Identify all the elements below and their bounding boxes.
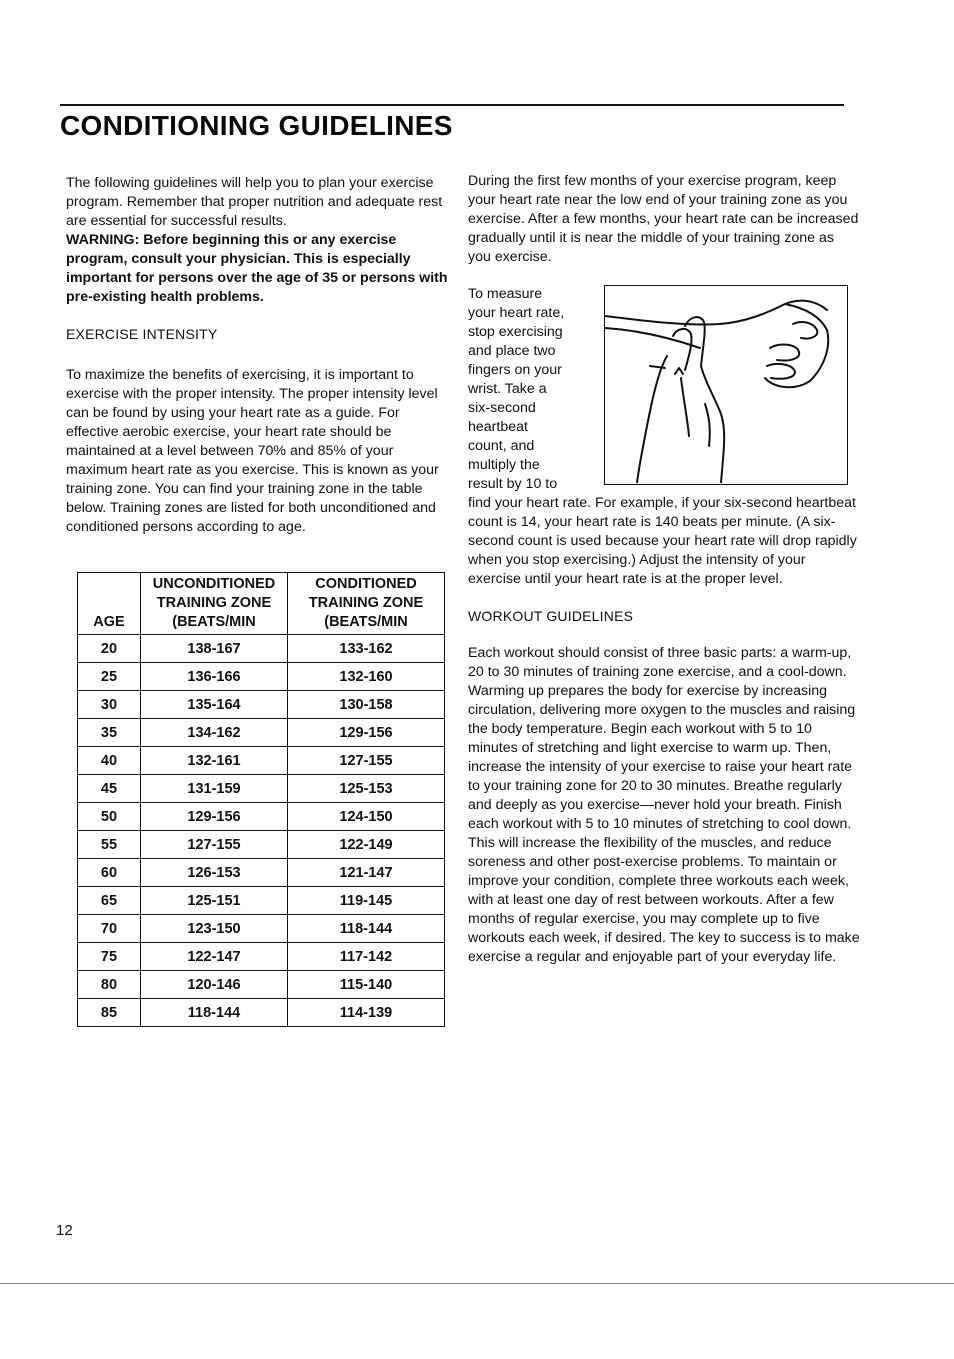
- unconditioned-cell: 127-155: [141, 831, 288, 859]
- measure-heart-rate-paragraph: find your heart rate. For example, if your six-second heartbeat count is 14, your heart rate is 140 beats per minute. (A six-second count is used because your heart rate will drop rapidly when you stop exercising.) Adjust the intensity of your exercise until your heart rate is at the proper level.: [468, 495, 857, 587]
- unconditioned-cell: 122-147: [141, 943, 288, 971]
- age-cell: 45: [78, 775, 141, 803]
- measure-line: To measure: [468, 286, 543, 302]
- table-row: [78, 887, 445, 915]
- warning-paragraph: WARNING: Before beginning this or any exercise program, consult your physician. This is especially important for persons over the age of 35 or persons with pre-existing health problems.: [66, 232, 448, 305]
- unconditioned-cell: 132-161: [141, 747, 288, 775]
- first-months-paragraph: During the first few months of your exercise program, keep your heart rate near the low end of your training zone as you exercise. After a few months, your heart rate can be increased gradually until it is near the middle of your training zone as you exercise.: [468, 173, 859, 265]
- wrist-pulse-illustration: [604, 285, 848, 485]
- measure-line: and place two: [468, 343, 556, 359]
- age-cell: 30: [78, 691, 141, 719]
- unconditioned-cell: 125-151: [141, 887, 288, 915]
- age-cell: 60: [78, 859, 141, 887]
- table-header-row: [78, 573, 445, 635]
- measure-heart-rate-lines: [468, 285, 598, 494]
- measure-line: count, and: [468, 438, 535, 454]
- unconditioned-cell: 129-156: [141, 803, 288, 831]
- table-row: [78, 831, 445, 859]
- exercise-intensity-paragraph: To maximize the benefits of exercising, it is important to exercise with the proper intensity. The proper intensity level can be found by using your heart rate as a guide. For effective aerobic exercise, your heart rate should be maintained at a level between 70% and 85% of your maximum heart rate as you exercise. This is known as your training zone. You can find your training zone in the table below. Training zones are listed for both unconditioned and conditioned persons according to age.: [66, 367, 439, 535]
- conditioned-cell: 114-139: [288, 999, 445, 1027]
- age-cell: 65: [78, 887, 141, 915]
- unconditioned-cell: 138-167: [141, 635, 288, 663]
- measure-line: stop exercising: [468, 324, 563, 340]
- age-cell: 70: [78, 915, 141, 943]
- table-row: [78, 691, 445, 719]
- table-row: [78, 663, 445, 691]
- age-cell: 25: [78, 663, 141, 691]
- unconditioned-header: UNCONDITIONED TRAINING ZONE (BEATS/MIN: [141, 573, 288, 635]
- age-cell: 50: [78, 803, 141, 831]
- table-row: [78, 775, 445, 803]
- age-cell: 20: [78, 635, 141, 663]
- table-row: [78, 719, 445, 747]
- training-zone-table: [77, 572, 445, 1027]
- conditioned-cell: 118-144: [288, 915, 445, 943]
- conditioned-cell: 124-150: [288, 803, 445, 831]
- top-rule: [60, 104, 844, 106]
- workout-guidelines-paragraph: Each workout should consist of three basic parts: a warm-up, 20 to 30 minutes of training zone exercise, and a cool-down. Warming up prepares the body for exercise by increasing circulation, delivering more oxygen to the muscles and raising the body temperature. Begin each workout with 5 to 10 minutes of stretching and light exercise to warm up. Then, increase the intensity of your exercise to raise your heart rate to your training zone for 20 to 30 minutes. Breathe regularly and deeply as you exercise—never hold your breath. Finish each workout with 5 to 10 minutes of stretching to cool down. This will increase the flexibility of the muscles, and reduce soreness and other post-exercise problems. To maintain or improve your condition, complete three workouts each week, with at least one day of rest between workouts. After a few months of regular exercise, you may complete up to five workouts each week, if desired. The key to success is to make exercise a regular and enjoyable part of your everyday life.: [468, 645, 860, 965]
- age-cell: 40: [78, 747, 141, 775]
- conditioned-cell: 130-158: [288, 691, 445, 719]
- conditioned-cell: 121-147: [288, 859, 445, 887]
- measure-line: your heart rate,: [468, 305, 565, 321]
- age-cell: 85: [78, 999, 141, 1027]
- table-row: [78, 971, 445, 999]
- unconditioned-cell: 126-153: [141, 859, 288, 887]
- table-row: [78, 747, 445, 775]
- workout-guidelines-heading: WORKOUT GUIDELINES: [468, 608, 634, 624]
- age-header: AGE: [78, 573, 141, 635]
- age-cell: 55: [78, 831, 141, 859]
- age-cell: 75: [78, 943, 141, 971]
- table-row: [78, 999, 445, 1027]
- unconditioned-cell: 131-159: [141, 775, 288, 803]
- conditioned-header: CONDITIONED TRAINING ZONE (BEATS/MIN: [288, 573, 445, 635]
- unconditioned-cell: 118-144: [141, 999, 288, 1027]
- unconditioned-cell: 120-146: [141, 971, 288, 999]
- bottom-rule: [0, 1283, 954, 1284]
- table-row: [78, 859, 445, 887]
- unconditioned-cell: 134-162: [141, 719, 288, 747]
- hand-on-wrist-icon: [605, 286, 846, 483]
- unconditioned-cell: 136-166: [141, 663, 288, 691]
- page-number: 12: [56, 1222, 73, 1239]
- conditioned-cell: 127-155: [288, 747, 445, 775]
- conditioned-cell: 129-156: [288, 719, 445, 747]
- measure-line: result by 10 to: [468, 476, 558, 492]
- table-row: [78, 803, 445, 831]
- exercise-intensity-heading: EXERCISE INTENSITY: [66, 326, 218, 342]
- measure-line: heartbeat: [468, 419, 528, 435]
- unconditioned-cell: 123-150: [141, 915, 288, 943]
- measure-line: wrist. Take a: [468, 381, 547, 397]
- conditioned-cell: 125-153: [288, 775, 445, 803]
- conditioned-cell: 115-140: [288, 971, 445, 999]
- conditioned-cell: 119-145: [288, 887, 445, 915]
- table-row: [78, 915, 445, 943]
- measure-line: multiply the: [468, 457, 540, 473]
- intro-paragraph: The following guidelines will help you to plan your exercise program. Remember that proper nutrition and adequate rest are essential for successful results.: [66, 175, 443, 229]
- conditioned-cell: 117-142: [288, 943, 445, 971]
- age-cell: 35: [78, 719, 141, 747]
- conditioned-cell: 133-162: [288, 635, 445, 663]
- unconditioned-cell: 135-164: [141, 691, 288, 719]
- measure-line: fingers on your: [468, 362, 562, 378]
- conditioned-cell: 122-149: [288, 831, 445, 859]
- page-title: CONDITIONING GUIDELINES: [60, 110, 453, 141]
- left-column: [66, 174, 450, 537]
- measure-line: six-second: [468, 400, 536, 416]
- conditioned-cell: 132-160: [288, 663, 445, 691]
- table-row: [78, 635, 445, 663]
- table-row: [78, 943, 445, 971]
- age-cell: 80: [78, 971, 141, 999]
